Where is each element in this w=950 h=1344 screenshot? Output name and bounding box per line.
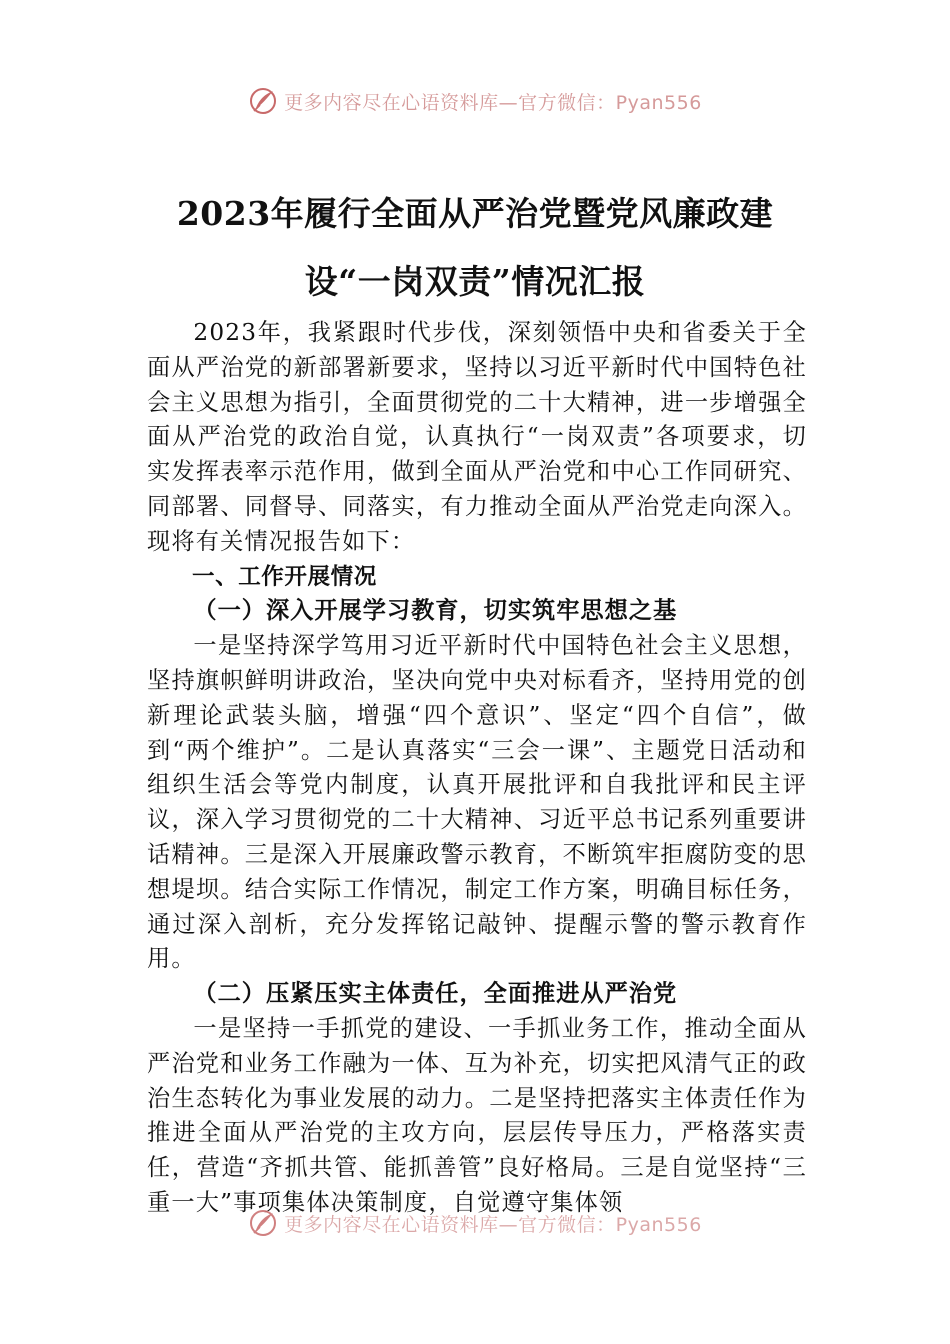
watermark-text: 更多内容尽在心语资料库—官方微信：Pyan556: [284, 91, 702, 114]
quill-logo-icon: [248, 1208, 278, 1238]
watermark-header: [0, 86, 950, 116]
subsection-body-2: 一是坚持一手抓党的建设、一手抓业务工作，推动全面从严治党和业务工作融为一体、互为补充，切实把风清气正的政治生态转化为事业发展的动力。二是坚持把落实主体责任作为推进全面从严治党的主攻方向，层层传导压力，严格落实责任，营造“齐抓共管、能抓善管”良好格局。三是自觉坚持“三重一大”事项集体决策制度，自觉遵守集体领: [147, 1014, 807, 1216]
watermark-text: 更多内容尽在心语资料库—官方微信：Pyan556: [284, 1213, 702, 1236]
section-heading-1: 一、工作开展情况: [192, 563, 377, 590]
document-body: [147, 316, 807, 1221]
document-title-line-1: 2023年履行全面从严治党暨党风廉政建: [176, 194, 774, 233]
intro-paragraph: 2023年，我紧跟时代步伐，深刻领悟中央和省委关于全面从严治党的新部署新要求，坚持以习近平新时代中国特色社会主义思想为指引，全面贯彻党的二十大精神，进一步增强全面从严治党的政治自觉，认真执行“一岗双责”各项要求，切实发挥表率示范作用，做到全面从严治党和中心工作同研究、同部署、同督导、同落实，有力推动全面从严治党走向深入。现将有关情况报告如下：: [147, 319, 807, 555]
subsection-heading-1: （一）深入开展学习教育，切实筑牢思想之基: [193, 597, 678, 625]
subsection-body-1: 一是坚持深学笃用习近平新时代中国特色社会主义思想，坚持旗帜鲜明讲政治，坚决向党中央对标看齐，坚持用党的创新理论武装头脑，增强“四个意识”、坚定“四个自信”，做到“两个维护”。二是认真落实“三会一课”、主题党日活动和组织生活会等党内制度，认真开展批评和自我批评和民主评议，深入学习贯彻党的二十大精神、习近平总书记系列重要讲话精神。三是深入开展廉政警示教育，不断筑牢拒腐防变的思想堤坝。结合实际工作情况，制定工作方案，明确目标任务，通过深入剖析，充分发挥铭记敲钟、提醒示警的警示教育作用。: [147, 632, 807, 973]
document-title-line-2: 设“一岗双责”情况汇报: [304, 262, 646, 301]
subsection-heading-2: （二）压紧压实主体责任，全面推进从严治党: [193, 980, 678, 1008]
watermark-footer: [0, 1208, 950, 1238]
quill-logo-icon: [248, 86, 278, 116]
